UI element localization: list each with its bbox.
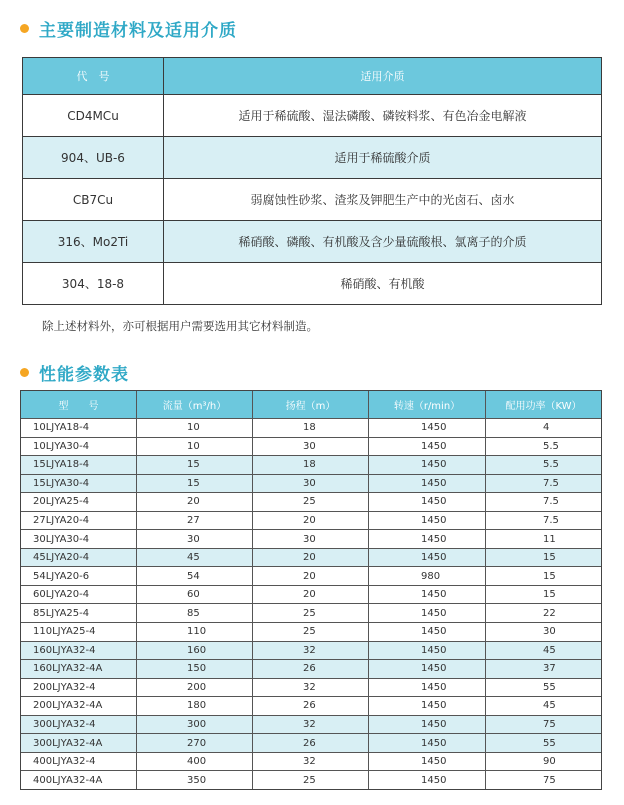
flow-cell: 300 — [137, 716, 253, 734]
head-cell: 25 — [253, 623, 369, 641]
flow-cell: 15 — [137, 475, 253, 493]
head-cell: 26 — [253, 660, 369, 678]
table-row — [21, 474, 601, 493]
speed-cell: 1450 — [369, 512, 486, 530]
power-cell: 7.5 — [543, 496, 559, 508]
model-cell: 30LJYA30-4 — [21, 530, 137, 548]
model-cell: 10LJYA30-4 — [21, 438, 137, 456]
power-cell: 7.5 — [543, 477, 559, 489]
flow-cell: 160 — [137, 642, 253, 660]
header-head: 扬程（m） — [253, 391, 369, 418]
table-row — [21, 603, 601, 622]
table-row — [21, 678, 601, 697]
table-row — [21, 770, 601, 789]
flow-cell: 54 — [137, 567, 253, 585]
table-row — [21, 715, 601, 734]
header-model: 型 号 — [21, 391, 137, 418]
material-code: CB7Cu — [23, 179, 164, 220]
table-row — [21, 585, 601, 604]
speed-cell: 1450 — [369, 530, 486, 548]
speed-cell: 1450 — [369, 716, 486, 734]
head-cell: 26 — [253, 734, 369, 752]
model-cell: 27LJYA20-4 — [21, 512, 137, 530]
model-cell: 300LJYA32-4 — [21, 716, 137, 734]
speed-cell: 1450 — [369, 475, 486, 493]
speed-cell: 1450 — [369, 549, 486, 567]
head-cell: 25 — [253, 493, 369, 511]
flow-cell: 200 — [137, 679, 253, 697]
speed-cell: 1450 — [369, 660, 486, 678]
power-cell: 75 — [543, 719, 556, 731]
materials-table — [22, 57, 602, 305]
model-cell: 20LJYA25-4 — [21, 493, 137, 511]
table-row — [21, 696, 601, 715]
head-cell: 26 — [253, 697, 369, 715]
model-cell: 160LJYA32-4 — [21, 642, 137, 660]
speed-cell: 980 — [369, 567, 486, 585]
model-cell: 400LJYA32-4A — [21, 771, 137, 789]
speed-cell: 1450 — [369, 586, 486, 604]
model-cell: 300LJYA32-4A — [21, 734, 137, 752]
model-cell: 10LJYA18-4 — [21, 419, 137, 437]
flow-cell: 60 — [137, 586, 253, 604]
table-row — [21, 752, 601, 771]
power-cell: 45 — [543, 644, 556, 656]
bullet-icon — [20, 24, 29, 33]
flow-cell: 85 — [137, 604, 253, 622]
header-code: 代 号 — [23, 58, 164, 94]
material-media: 弱腐蚀性砂浆、渣浆及钾肥生产中的光卤石、卤水 — [250, 193, 515, 207]
section-title-text: 性能参数表 — [39, 365, 129, 385]
power-cell: 4 — [543, 422, 550, 434]
bullet-icon — [20, 368, 29, 377]
table-row — [21, 622, 601, 641]
power-cell: 55 — [543, 737, 556, 749]
power-cell: 55 — [543, 681, 556, 693]
table-row — [21, 548, 601, 567]
flow-cell: 20 — [137, 493, 253, 511]
model-cell: 200LJYA32-4A — [21, 697, 137, 715]
power-cell: 45 — [543, 700, 556, 712]
section-title-performance — [20, 360, 129, 385]
speed-cell: 1450 — [369, 734, 486, 752]
header-power: 配用功率（KW） — [505, 401, 582, 412]
materials-note: 除上述材料外，亦可根据用户需要选用其它材料制造。 — [42, 319, 318, 333]
head-cell: 25 — [253, 771, 369, 789]
header-media: 适用介质 — [360, 70, 405, 83]
flow-cell: 15 — [137, 456, 253, 474]
table-row — [23, 136, 601, 178]
power-cell: 5.5 — [543, 440, 559, 452]
power-cell: 5.5 — [543, 459, 559, 471]
flow-cell: 27 — [137, 512, 253, 530]
power-cell: 7.5 — [543, 515, 559, 526]
table-row — [23, 94, 601, 136]
head-cell: 30 — [253, 475, 369, 493]
table-row — [21, 437, 601, 456]
model-cell: 200LJYA32-4 — [21, 679, 137, 697]
power-cell: 37 — [543, 663, 556, 675]
flow-cell: 110 — [137, 623, 253, 641]
flow-cell: 45 — [137, 549, 253, 567]
head-cell: 30 — [253, 438, 369, 456]
speed-cell: 1450 — [369, 679, 486, 697]
table-header-row — [23, 58, 601, 94]
power-cell: 75 — [543, 774, 556, 786]
model-cell: 45LJYA20-4 — [21, 549, 137, 567]
model-cell: 15LJYA18-4 — [21, 456, 137, 474]
power-cell: 11 — [543, 533, 556, 545]
speed-cell: 1450 — [369, 623, 486, 641]
table-row — [23, 220, 601, 262]
header-flow: 流量（m³/h） — [137, 391, 253, 418]
material-code: 304、18-8 — [23, 263, 164, 304]
table-row — [21, 566, 601, 585]
model-cell: 15LJYA30-4 — [21, 475, 137, 493]
table-row — [21, 511, 601, 530]
table-header-row — [21, 391, 601, 418]
table-row — [21, 529, 601, 548]
head-cell: 20 — [253, 586, 369, 604]
model-cell: 85LJYA25-4 — [21, 604, 137, 622]
table-row — [21, 733, 601, 752]
speed-cell: 1450 — [369, 438, 486, 456]
power-cell: 15 — [543, 570, 556, 582]
head-cell: 20 — [253, 567, 369, 585]
table-row — [23, 262, 601, 304]
table-row — [21, 492, 601, 511]
material-media: 适用于稀硫酸介质 — [334, 151, 431, 165]
section-title-materials — [20, 16, 237, 41]
header-speed: 转速（r/min） — [369, 391, 486, 418]
speed-cell: 1450 — [369, 456, 486, 474]
speed-cell: 1450 — [369, 604, 486, 622]
table-row — [21, 455, 601, 474]
table-row — [21, 659, 601, 678]
table-row — [23, 178, 601, 220]
table-row — [21, 641, 601, 660]
flow-cell: 30 — [137, 530, 253, 548]
flow-cell: 270 — [137, 734, 253, 752]
head-cell: 20 — [253, 512, 369, 530]
speed-cell: 1450 — [369, 493, 486, 511]
head-cell: 18 — [253, 419, 369, 437]
flow-cell: 10 — [137, 419, 253, 437]
material-code: 316、Mo2Ti — [23, 221, 164, 262]
power-cell: 22 — [543, 607, 556, 619]
flow-cell: 400 — [137, 753, 253, 771]
model-cell: 110LJYA25-4 — [21, 623, 137, 641]
head-cell: 30 — [253, 530, 369, 548]
head-cell: 18 — [253, 456, 369, 474]
power-cell: 15 — [543, 552, 556, 564]
model-cell: 160LJYA32-4A — [21, 660, 137, 678]
flow-cell: 350 — [137, 771, 253, 789]
head-cell: 32 — [253, 716, 369, 734]
power-cell: 30 — [543, 626, 556, 638]
speed-cell: 1450 — [369, 753, 486, 771]
material-code: CD4MCu — [23, 95, 164, 136]
flow-cell: 150 — [137, 660, 253, 678]
head-cell: 32 — [253, 679, 369, 697]
speed-cell: 1450 — [369, 697, 486, 715]
model-cell: 54LJYA20-6 — [21, 567, 137, 585]
material-media: 稀硝酸、磷酸、有机酸及含少量硫酸根、氯离子的介质 — [238, 235, 527, 249]
speed-cell: 1450 — [369, 771, 486, 789]
speed-cell: 1450 — [369, 642, 486, 660]
material-media: 适用于稀硫酸、湿法磷酸、磷铵料浆、有色冶金电解液 — [238, 109, 527, 123]
model-cell: 400LJYA32-4 — [21, 753, 137, 771]
material-media: 稀硝酸、有机酸 — [340, 277, 425, 291]
performance-table — [20, 390, 602, 790]
power-cell: 90 — [543, 756, 556, 768]
head-cell: 25 — [253, 604, 369, 622]
flow-cell: 180 — [137, 697, 253, 715]
head-cell: 32 — [253, 642, 369, 660]
head-cell: 20 — [253, 549, 369, 567]
material-code: 904、UB-6 — [23, 137, 164, 178]
table-row — [21, 418, 601, 437]
model-cell: 60LJYA20-4 — [21, 586, 137, 604]
flow-cell: 10 — [137, 438, 253, 456]
head-cell: 32 — [253, 753, 369, 771]
power-cell: 15 — [543, 589, 556, 601]
section-title-text: 主要制造材料及适用介质 — [39, 21, 237, 41]
speed-cell: 1450 — [369, 419, 486, 437]
